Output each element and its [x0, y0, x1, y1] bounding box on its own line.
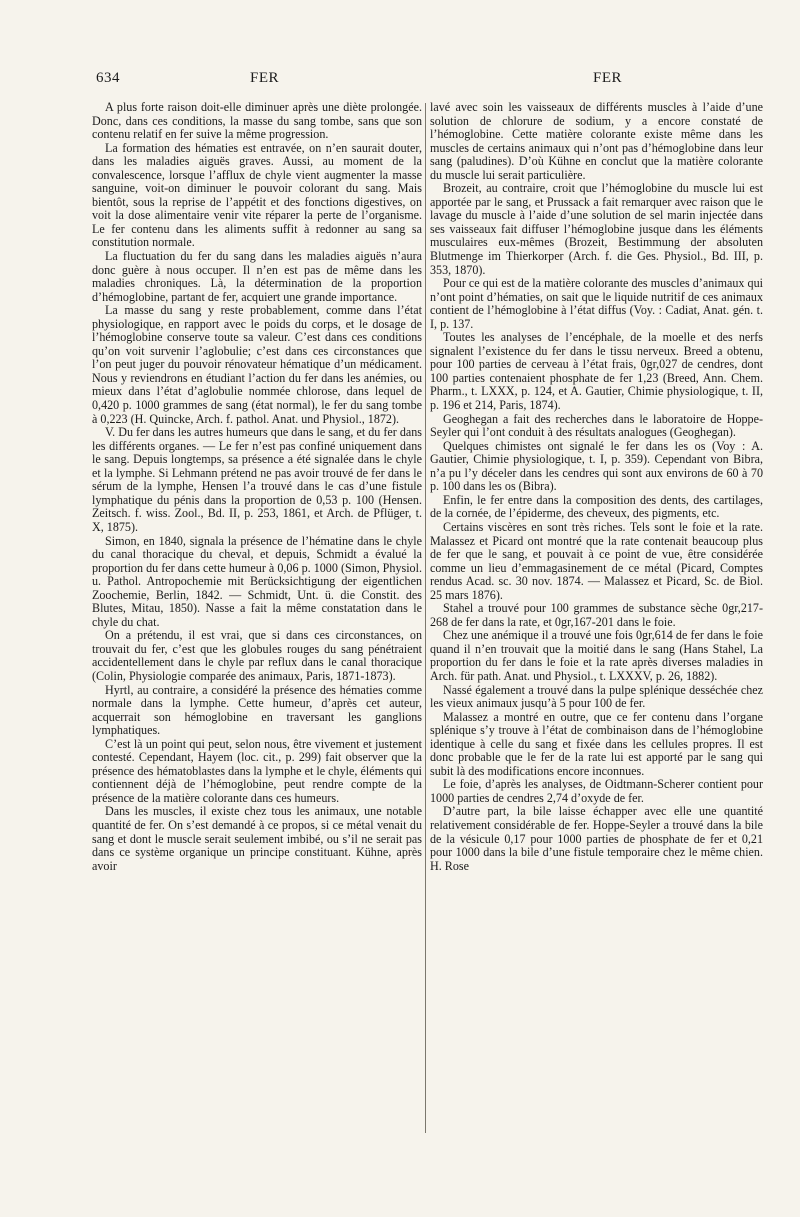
paragraph: D’autre part, la bile laisse échapper avec elle une quantité relativement considérable de fer. Hoppe-Seyler a trouvé dans la bile de la vésicule 0,17 pour 1000 parties de phosphate de fer et 0,21 pour 1000 dans la bile d’une fistule temporaire chez le même chien. H. Rose	[430, 804, 763, 873]
paragraph: Hyrtl, au contraire, a considéré la présence des hématies comme normale dans la lymphe. Cette humeur, d’après cet auteur, acquerrait son hémoglobine en traversant les ganglions lymphatiques.	[92, 682, 422, 738]
paragraph: C’est là un point qui peut, selon nous, être vivement et justement contesté. Cependant, Hayem (loc. cit., p. 299) fait observer que la présence des hématoblastes dans la lymphe et le chyle, éléments qui contiennent déjà de l’hémoglobine, peut rendre compte de la présence de la matière colorante dans ces humeurs.	[92, 736, 422, 805]
paragraph: lavé avec soin les vaisseaux de différents muscles à l’aide d’une solution de chlorure de sodium, y a encore constaté de l’hémoglobine. Cette matière colorante existe même dans les muscles de certains animaux qui n’ont pas d’hémoglobine dans leur sang (paludines). D’où Kühne en conclut que la matière colorante du muscle lui serait particulière.	[430, 101, 763, 182]
paragraph: La masse du sang y reste probablement, comme dans l’état physiologique, en rapport avec le poids du corps, et le dosage de l’hémoglobine conserve toute sa valeur. C’est dans ces conditions qu’on voit survenir l’aglobulie; c’est dans ces circonstances que l’on peut juger du pouvoir rénovateur hématique d’un médicament. Nous y reviendrons en étudiant l’action du fer dans les anémies, ou mieux dans l’état d’aglobulie nommée chlorose, dans lequel de 0,420 p. 1000 grammes de sang (état normal), le fer du sang tombe à 0,223 (H. Quincke, Arch. f. pathol. Anat. und Physiol., 1872).	[92, 303, 422, 426]
paragraph: On a prétendu, il est vrai, que si dans ces circonstances, on trouvait du fer, c’est que les globules rouges du sang pénétraient accidentellement dans le chyle par reflux dans le canal thoracique (Colin, Physiologie comparée des animaux, Paris, 1871-1873).	[92, 628, 422, 683]
page-header	[96, 70, 752, 92]
paragraph: Le foie, d’après les analyses, de Oidtmann-Scherer contient pour 1000 parties de cendres 2,74 d’oxyde de fer.	[430, 777, 763, 805]
paragraph: Nassé également a trouvé dans la pulpe splénique desséchée chez les vieux animaux jusqu’à 5 pour 100 de fer.	[430, 682, 763, 711]
left-column	[92, 101, 422, 1141]
paragraph: Malassez a montré en outre, que ce fer contenu dans l’organe splénique s’y trouve à l’état de combinaison dans de l’hémoglobine identique à celle du sang et fixée dans les cellules propres. Il est donc probable que le fer de la rate lui est apporté par le sang qui subit là des modifications encore inconnues.	[430, 709, 763, 778]
running-title-right: FER	[593, 70, 623, 86]
paragraph: La fluctuation du fer du sang dans les maladies aiguës n’aura donc guère à nous occuper. Il n’en est pas de même dans les maladies chroniques. Là, la détermination de la proportion d’hémoglobine, partant de fer, acquiert une grande importance.	[92, 249, 422, 304]
page-number: 634	[96, 70, 120, 86]
paragraph: La formation des hématies est entravée, on n’en saurait douter, dans les maladies aiguës graves. Aussi, au moment de la convalescence, lorsque l’afflux de chyle vient augmenter la masse sanguine, voit-on diminuer le pouvoir colorant du sang. Mais bientôt, sous la reprise de l’appétit et des fonctions digestives, on voit la dose alimentaire venir vite réparer la perte de l’organisme. Le fer contenu dans les aliments suffit à redonner au sang sa constitution normale.	[92, 140, 422, 250]
paragraph: Enfin, le fer entre dans la composition des dents, des cartilages, de la cornée, de l’épiderme, des cheveux, des pigments, etc.	[430, 492, 763, 521]
paragraph: Stahel a trouvé pour 100 grammes de substance sèche 0gr,217-268 de fer dans la rate, et 0gr,167-201 dans le foie.	[430, 601, 763, 629]
running-title-left: FER	[250, 70, 280, 86]
paragraph: Pour ce qui est de la matière colorante des muscles d’animaux qui n’ont point d’hématies, on sait que le liquide nutritif de ces animaux contient de l’hémoglobine à l’état diffus (Voy. : Cadiat, Anat. gén. t. I, p. 137.	[430, 276, 763, 331]
paragraph: Geoghegan a fait des recherches dans le laboratoire de Hoppe-Seyler qui l’ont conduit à des résultats analogues (Geoghegan).	[430, 411, 763, 440]
column-divider	[425, 103, 426, 1133]
paragraph: Chez une anémique il a trouvé une fois 0gr,614 de fer dans le foie quand il n’en trouvait que la moitié dans le sang (Hans Stahel, La proportion du fer dans le foie et la rate après diverses maladies in Arch. für path. Anat. und Physiol., t. LXXXV, p. 26, 1882).	[430, 628, 763, 683]
paragraph: A plus forte raison doit-elle diminuer après une diète prolongée. Donc, dans ces conditions, la masse du sang tombe, sans que son contenu relatif en fer suive la même progression.	[92, 101, 422, 142]
paragraph: Quelques chimistes ont signalé le fer dans les os (Voy : A. Gautier, Chimie physiologique, t. I, p. 359). Cependant von Bibra, n’a pu l’y déceler dans les cendres qui sont aux environs de 60 à 70 p. 100 dans les os (Bibra).	[430, 438, 763, 494]
right-column	[430, 101, 763, 1141]
paragraph: Dans les muscles, il existe chez tous les animaux, une notable quantité de fer. On s’est demandé à ce propos, si ce métal venait du sang et dont le muscle serait seulement imbibé, ou s’il ne serait pas dans ce système organique un principe constituant. Kühne, après avoir	[92, 804, 422, 873]
paragraph: Simon, en 1840, signala la présence de l’hématine dans le chyle du canal thoracique du cheval, et depuis, Schmidt a évalué la proportion du fer dans cette humeur à 0,06 p. 1000 (Simon, Physiol. u. Pathol. Antropochemie mit Berücksichtigung der eigentlichen Zoochemie, Berlin, 1842. — Schmidt, Unt. ü. die Constit. des Blutes, Mitau, 1850). Nasse a fait la même constatation dans le chyle du chat.	[92, 533, 422, 629]
paragraph: Toutes les analyses de l’encéphale, de la moelle et des nerfs signalent l’existence du fer dans le tissu nerveux. Breed a obtenu, pour 100 parties de cerveau à l’état frais, 0gr,027 de cendres, dont 100 parties contenaient phosphate de fer 1,23 (Breed, Ann. Chem. Pharm., t. LXXX, p. 124, et A. Gautier, Chimie physiologique, t. II, p. 196 et 214, Paris, 1874).	[430, 330, 763, 413]
section-heading-paragraph: V. Du fer dans les autres humeurs que dans le sang, et du fer dans les différents organes. — Le fer n’est pas confiné uniquement dans le sang. Depuis longtemps, sa présence a été signalée dans le chyle et la lymphe. Si Lehmann prétend ne pas avoir trouvé de fer dans le sérum de la lymphe, Hensen l’a trouvé dans le cas d’une fistule lymphatique du pénis dans la proportion de 0,53 p. 100 (Hensen. Zeitsch. f. wiss. Zool., Bd. II, p. 253, 1861, et Arch. de Pflüger, t. X, 1875).	[92, 425, 422, 534]
paragraph: Brozeit, au contraire, croit que l’hémoglobine du muscle lui est apportée par le sang, et Prussack a fait remarquer avec raison que le lavage du muscle à l’aide d’une solution de sel marin injectée dans ses vaisseaux fait diffuser l’hémoglobine jusque dans les éléments musculaires eux-mêmes (Brozeit, Bestimmung der absoluten Blutmenge im Thierkorper (Arch. f. die Ges. Physiol., Bd. III, p. 353, 1870).	[430, 181, 763, 277]
paragraph: Certains viscères en sont très riches. Tels sont le foie et la rate. Malassez et Picard ont montré que la rate contenait beaucoup plus de fer que le sang, et pouvait à ce point de vue, être considérée comme un lieu d’emmagasinement de ce métal (Picard, Comptes rendus Acad. sc. 30 nov. 1874. — Malassez et Picard, Sc. de Biol. 25 mars 1876).	[430, 519, 763, 602]
